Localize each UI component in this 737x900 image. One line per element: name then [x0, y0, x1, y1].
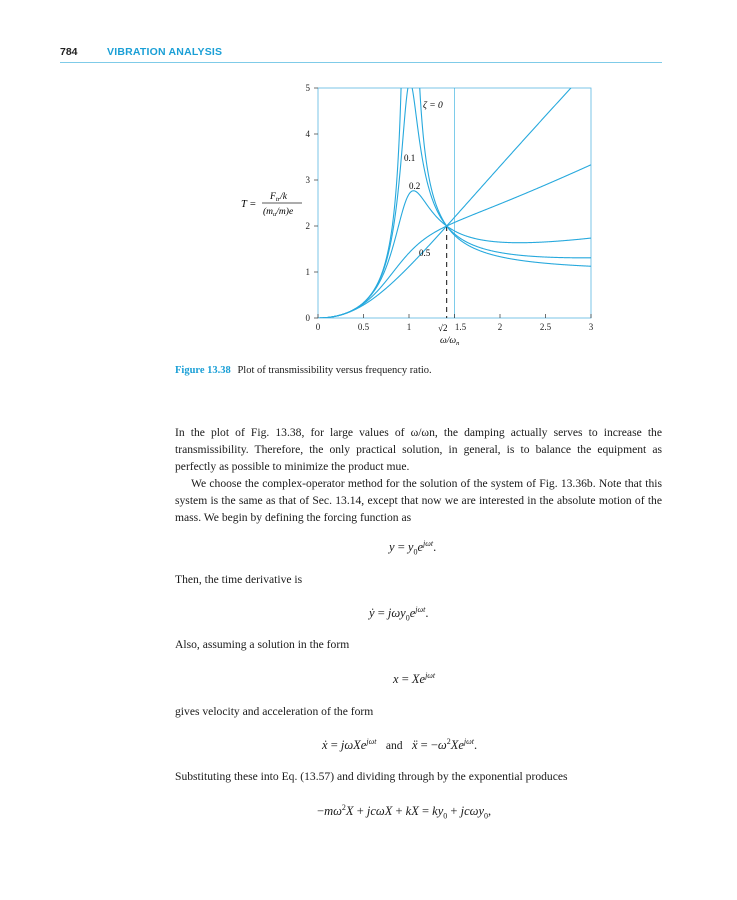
- equation-solution: $x = Xe^{j\omega t}$: [393, 670, 436, 686]
- x-ticks: [316, 314, 594, 332]
- figure-caption: [175, 365, 432, 376]
- y-ticks: [306, 83, 319, 323]
- running-head: VIBRATION ANALYSIS: [107, 46, 223, 58]
- y-tick-label: 2: [305, 221, 310, 231]
- paragraph-4: Also, assuming a solution in the form: [175, 638, 350, 651]
- paragraph-5: gives velocity and acceleration of the form: [175, 705, 374, 718]
- y-label-denominator: $(m_u/m)e$: [263, 207, 294, 218]
- equation-substituted: $-m\omega^2X + jc\omega X$ + kX = $ky_0 + jc\omega y_0$,: [317, 802, 492, 821]
- y-label-lhs: T =: [241, 199, 257, 210]
- y-tick-label: 4: [305, 129, 310, 139]
- x-tick-label: 0: [315, 322, 321, 332]
- y-label-numerator: $F_{tr}/k$: [270, 192, 288, 203]
- curve-label-zeta-0: ζ = 0: [423, 101, 443, 111]
- figure-caption-text: Plot of transmissibility versus frequency ratio.: [237, 365, 432, 376]
- x-tick-label: 1: [406, 322, 412, 332]
- paragraph-2: We choose the complex-operator method for the solution of the system of Fig. 13.36b. Note that this system is the same as that of Sec. 13.14, except that now we are interested in the absolute motion of the mass. We begin by defining the forcing function as: [175, 477, 662, 524]
- x-tick-label: 1.5: [454, 322, 467, 332]
- y-tick-label: 1: [305, 267, 310, 277]
- x-tick-label: 3: [588, 322, 594, 332]
- curve-label-0-1: 0.1: [404, 153, 416, 163]
- x-tick-label: 2: [497, 322, 503, 332]
- page-number: 784: [60, 46, 78, 58]
- x-tick-label: 2.5: [539, 322, 552, 332]
- reference-lines: [447, 88, 455, 318]
- equation-forcing: $y = y_0e^{j\omega t}$.: [389, 538, 437, 557]
- equation-velocity: ẏ = $j\omega y_0e^{j\omega t}$.: [369, 604, 429, 623]
- curve-label-0-5: 0.5: [419, 248, 431, 258]
- transmissibility-chart: [0, 0, 737, 360]
- series-curve--0: [410, 0, 591, 266]
- y-tick-label: 3: [305, 175, 310, 185]
- y-tick-label: 5: [305, 83, 310, 93]
- paragraph-6: Substituting these into Eq. (13.57) and dividing through by the exponential produces: [175, 770, 568, 783]
- figure-caption-label: Figure 13.38: [175, 365, 231, 376]
- paragraph-3: Then, the time derivative is: [175, 573, 303, 586]
- curve-label-0-2: 0.2: [409, 181, 421, 191]
- x-axis-label: $\omega/\omega_n$: [440, 336, 460, 347]
- equation-derivatives: ẋ = jωXe$^{j\omega t}$ and ẍ = $-\omega^2Xe^{j\omega t}$.: [322, 736, 478, 752]
- paragraph-1: In the plot of Fig. 13.38, for large values of ω/ωn, the damping actually serves to increase the transmissibility. Therefore, the only practical solution, in general, is to balance the equipment as perfectly as possible to minimize the product mue.: [175, 426, 662, 473]
- x-tick-label: 0.5: [357, 322, 370, 332]
- y-axis-label: [241, 192, 302, 218]
- sqrt2-label: √2: [438, 323, 448, 333]
- y-tick-label: 0: [305, 313, 310, 323]
